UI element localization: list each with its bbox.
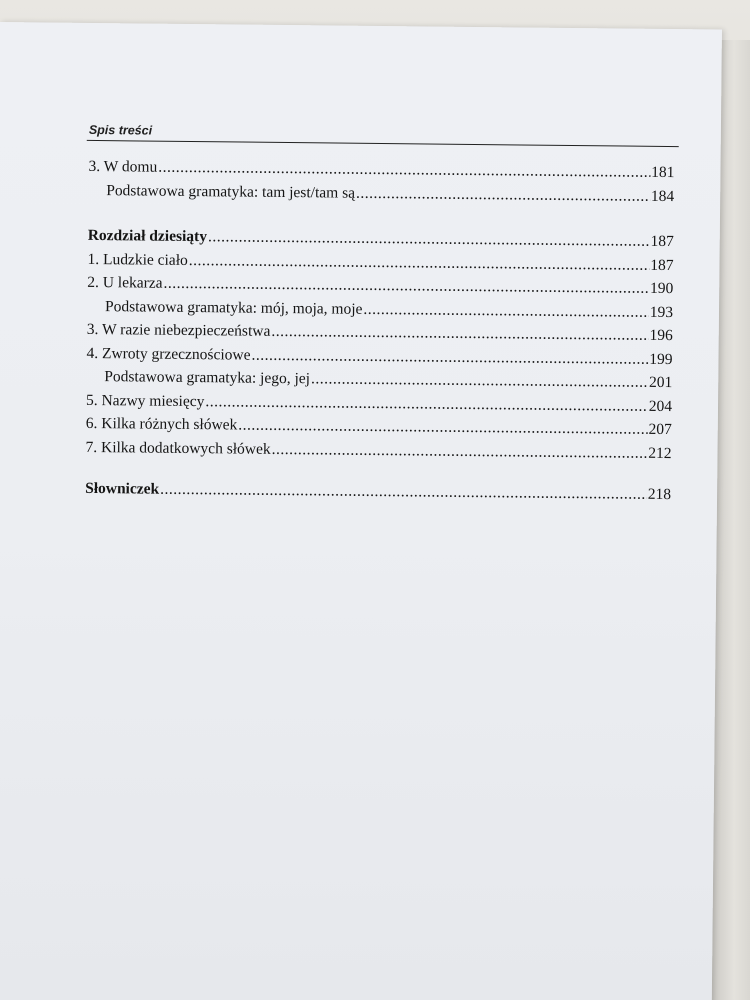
header-rule [87,140,679,147]
dot-leader [363,297,649,323]
toc-entry-label: 2. U lekarza [87,273,163,292]
glossary-title: Słowniczek [85,479,160,498]
dot-leader [160,478,647,507]
toc-entry-label: 7. Kilka dodatkowych słówek [85,438,271,458]
running-head: Spis treści [88,122,153,138]
toc-entry-label: Podstawowa gramatyka: jego, jej [104,368,311,388]
toc-entry-page: 193 [649,303,674,321]
toc-entry-page: 207 [648,420,672,439]
toc-entry-page: 212 [648,444,672,462]
toc-entry-label: 4. Zwroty grzecznościowe [86,344,251,364]
toc-entry-label: 1. Ludzkie ciało [87,250,188,269]
toc-entry-label: 3. W razie niebezpieczeństwa [86,320,271,340]
table-of-contents [85,155,675,507]
toc-entry-page: 187 [650,256,674,274]
dot-leader [311,367,648,394]
glossary-page: 218 [647,485,672,504]
toc-entry-page: 199 [649,350,673,368]
toc-entry-page: 190 [649,279,674,298]
chapter-page: 187 [650,232,674,251]
toc-entry-page: 181 [651,163,675,182]
dot-leader [272,437,648,464]
chapter-title: Rozdział dziesiąty [87,226,208,246]
toc-entry-page: 204 [648,397,673,415]
toc-entry-page: 196 [649,326,673,345]
toc-entry-page: 184 [650,187,675,205]
book-page [0,22,722,1000]
toc-entry-label: 3. W domu [88,157,158,176]
toc-entry-label: 6. Kilka różnych słówek [85,414,238,434]
toc-entry-page: 201 [648,373,673,392]
dot-leader [356,181,650,208]
toc-entry-label: 5. Nazwy miesięcy [85,391,205,410]
toc-glossary [85,477,671,507]
toc-entry-label: Podstawowa gramatyka: mój, moja, moje [104,297,363,318]
toc-entry-label: Podstawowa gramatyka: tam jest/tam są [106,181,356,202]
